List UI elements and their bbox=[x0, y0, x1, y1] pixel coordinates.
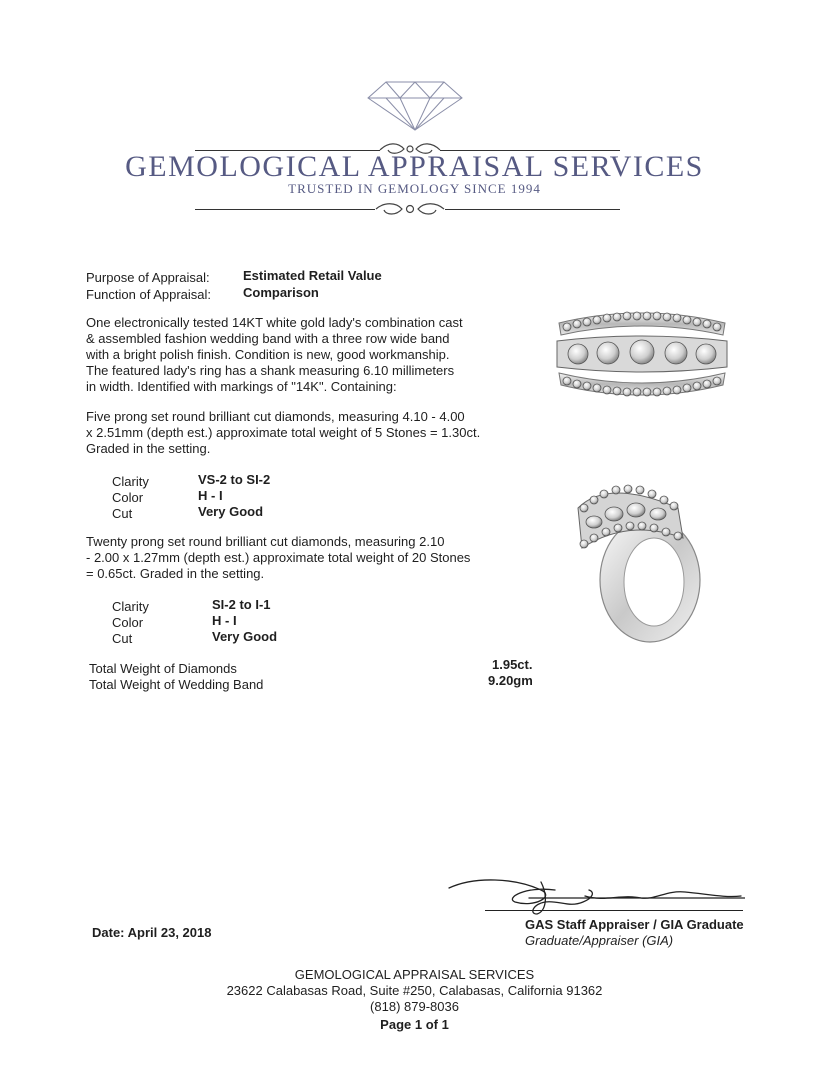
clarity-value: SI-2 to I-1 bbox=[212, 597, 271, 612]
appraiser-signature-icon bbox=[445, 868, 745, 923]
function-label: Function of Appraisal: bbox=[86, 287, 212, 302]
stone-group-2-description bbox=[86, 534, 516, 582]
flourish-bottom-icon bbox=[374, 200, 446, 223]
appraisal-date: Date: April 23, 2018 bbox=[92, 925, 212, 940]
ring-front-photo bbox=[553, 305, 731, 410]
cut-label: Cut bbox=[112, 506, 133, 521]
description-line: The featured lady's ring has a shank measuring 6.10 millimeters bbox=[86, 363, 455, 378]
item-description bbox=[86, 315, 506, 395]
stone-group-1-line: Graded in the setting. bbox=[86, 441, 211, 456]
total-band-label: Total Weight of Wedding Band bbox=[89, 677, 264, 692]
footer-company: GEMOLOGICAL APPRAISAL SERVICES bbox=[294, 967, 535, 982]
stone-group-1-description bbox=[86, 409, 516, 457]
stone-group-2-line: = 0.65ct. Graded in the setting. bbox=[86, 566, 265, 581]
purpose-label: Purpose of Appraisal: bbox=[86, 270, 210, 285]
color-value: H - I bbox=[212, 613, 237, 628]
clarity-label: Clarity bbox=[112, 474, 149, 489]
signature-line bbox=[485, 910, 743, 911]
total-diamonds-value: 1.95ct. bbox=[492, 657, 533, 672]
stone-group-1-line: x 2.51mm (depth est.) approximate total weight of 5 Stones = 1.30ct. bbox=[86, 425, 481, 440]
cut-value: Very Good bbox=[212, 629, 278, 644]
page-number: Page 1 of 1 bbox=[380, 1017, 449, 1032]
description-line: & assembled fashion wedding band with a three row wide band bbox=[86, 331, 450, 346]
cut-label: Cut bbox=[112, 631, 133, 646]
description-line: One electronically tested 14KT white gold lady's combination cast bbox=[86, 315, 463, 330]
appraiser-subtitle: Graduate/Appraiser (GIA) bbox=[525, 933, 674, 948]
header-rule-bottom-left bbox=[195, 209, 375, 210]
color-label: Color bbox=[112, 490, 144, 505]
color-value: H - I bbox=[198, 488, 223, 503]
stone-group-1-line: Five prong set round brilliant cut diamonds, measuring 4.10 - 4.00 bbox=[86, 409, 465, 424]
color-label: Color bbox=[112, 615, 144, 630]
appraiser-title: GAS Staff Appraiser / GIA Graduate bbox=[525, 917, 744, 932]
footer-phone: (818) 879-8036 bbox=[370, 999, 459, 1014]
total-diamonds-label: Total Weight of Diamonds bbox=[89, 661, 237, 676]
purpose-value: Estimated Retail Value bbox=[243, 268, 382, 283]
company-name: GEMOLOGICAL APPRAISAL SERVICES bbox=[125, 150, 704, 183]
diamond-logo-icon bbox=[366, 80, 464, 137]
footer-address: 23622 Calabasas Road, Suite #250, Calabasas, California 91362 bbox=[226, 983, 603, 998]
company-tagline: TRUSTED IN GEMOLOGY SINCE 1994 bbox=[288, 181, 541, 196]
clarity-value: VS-2 to SI-2 bbox=[198, 472, 271, 487]
stone-group-2-line: - 2.00 x 1.27mm (depth est.) approximate total weight of 20 Stones bbox=[86, 550, 471, 565]
cut-value: Very Good bbox=[198, 504, 264, 519]
clarity-label: Clarity bbox=[112, 599, 149, 614]
function-value: Comparison bbox=[243, 285, 319, 300]
description-line: in width. Identified with markings of "14K". Containing: bbox=[86, 379, 397, 394]
stone-group-2-line: Twenty prong set round brilliant cut diamonds, measuring 2.10 bbox=[86, 534, 445, 549]
total-band-value: 9.20gm bbox=[488, 673, 533, 688]
description-line: with a bright polish finish. Condition is new, good workmanship. bbox=[86, 347, 450, 362]
ring-side-photo bbox=[568, 478, 708, 653]
header-rule-bottom-right bbox=[445, 209, 620, 210]
